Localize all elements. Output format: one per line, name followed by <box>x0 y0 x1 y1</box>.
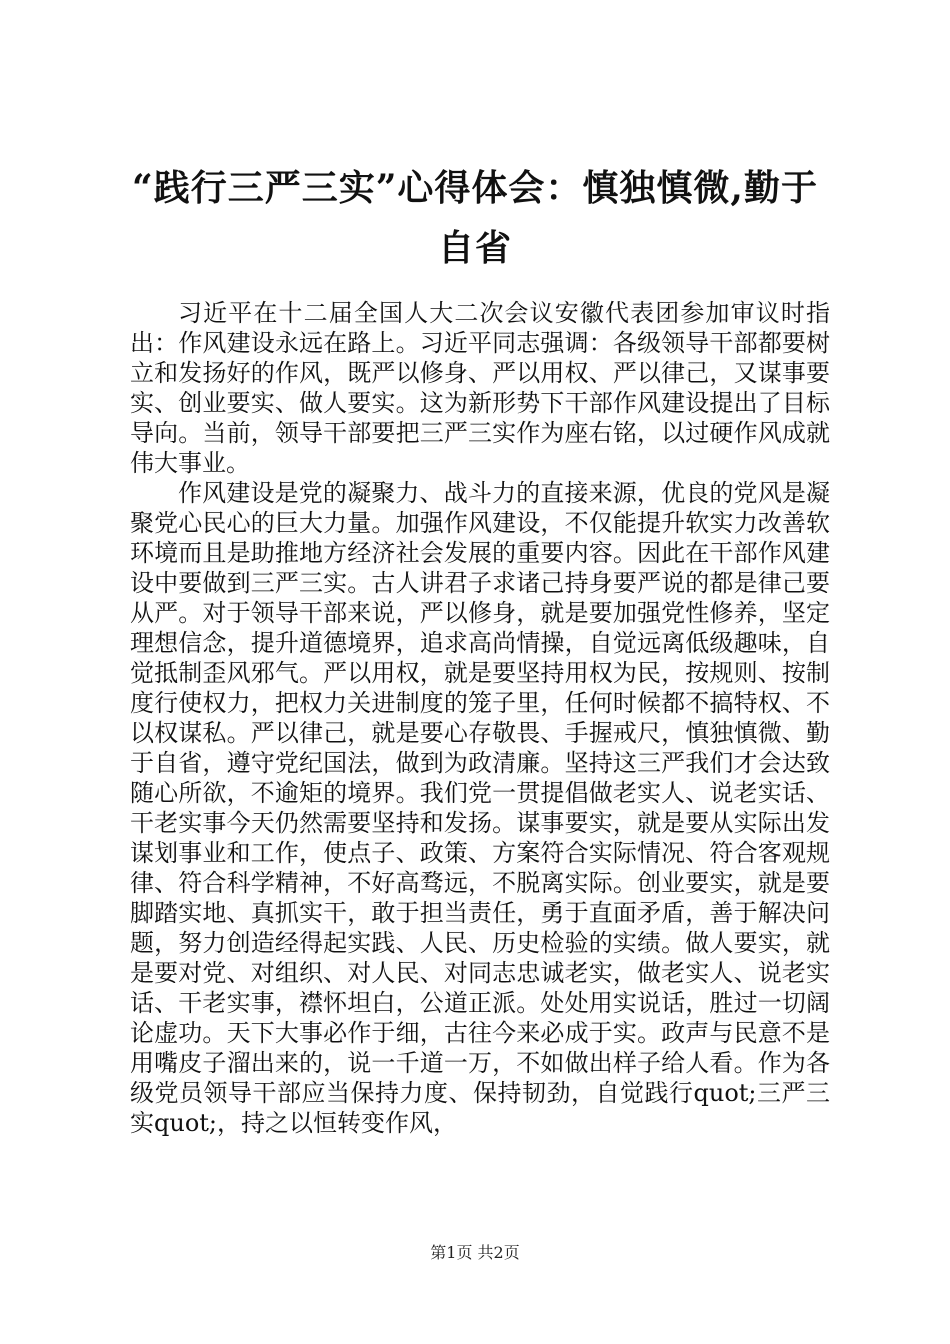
document-title: “践行三严三实”心得体会：慎独慎微,勤于自省 <box>132 167 818 269</box>
body-paragraph: 作风建设是党的凝聚力、战斗力的直接来源，优良的党风是凝聚党心民心的巨大力量。加强作风建设，不仅能提升软实力改善软环境而且是助推地方经济社会发展的重要内容。因此在干部作风建设中要做到三严三实。古人讲君子求诸己持身要严说的都是律己要从严。对于领导干部来说，严以修身，就是要加强党性修养，坚定理想信念，提升道德境界，追求高尚情操，自觉远离低级趣味，自觉抵制歪风邪气。严以用权，就是要坚持用权为民，按规则、按制度行使权力，把权力关进制度的笼子里，任何时候都不搞特权、不以权谋私。严以律己，就是要心存敬畏、手握戒尺，慎独慎微、勤于自省，遵守党纪国法，做到为政清廉。坚持这三严我们才会达致随心所欲，不逾矩的境界。我们党一贯提倡做老实人、说老实话、干老实事今天仍然需要坚持和发扬。谋事要实，就是要从实际出发谋划事业和工作，使点子、政策、方案符合实际情况、符合客观规律、符合科学精神，不好高骛远，不脱离实际。创业要实，就是要脚踏实地、真抓实干，敢于担当责任，勇于直面矛盾，善于解决问题，努力创造经得起实践、人民、历史检验的实绩。做人要实，就是要对党、对组织、对人民、对同志忠诚老实，做老实人、说老实话、干老实事，襟怀坦白，公道正派。处处用实说话，胜过一切阔论虚功。天下大事必作于细，古往今来必成于实。政声与民意不是用嘴皮子溜出来的，说一千道一万，不如做出样子给人看。作为各级党员领导干部应当保持力度、保持韧劲，自觉践行quot;三严三实quot;，持之以恒转变作风， <box>130 479 830 1137</box>
page-footer: 第1页 共2页 <box>430 1243 520 1262</box>
body-paragraph: 习近平在十二届全国人大二次会议安徽代表团参加审议时指出：作风建设永远在路上。习近平同志强调：各级领导干部都要树立和发扬好的作风，既严以修身、严以用权、严以律己，又谋事要实、创业要实、做人要实。这为新形势下干部作风建设提出了目标导向。当前，领导干部要把三严三实作为座右铭，以过硬作风成就伟大事业。 <box>130 299 830 477</box>
document-body <box>130 298 830 1138</box>
